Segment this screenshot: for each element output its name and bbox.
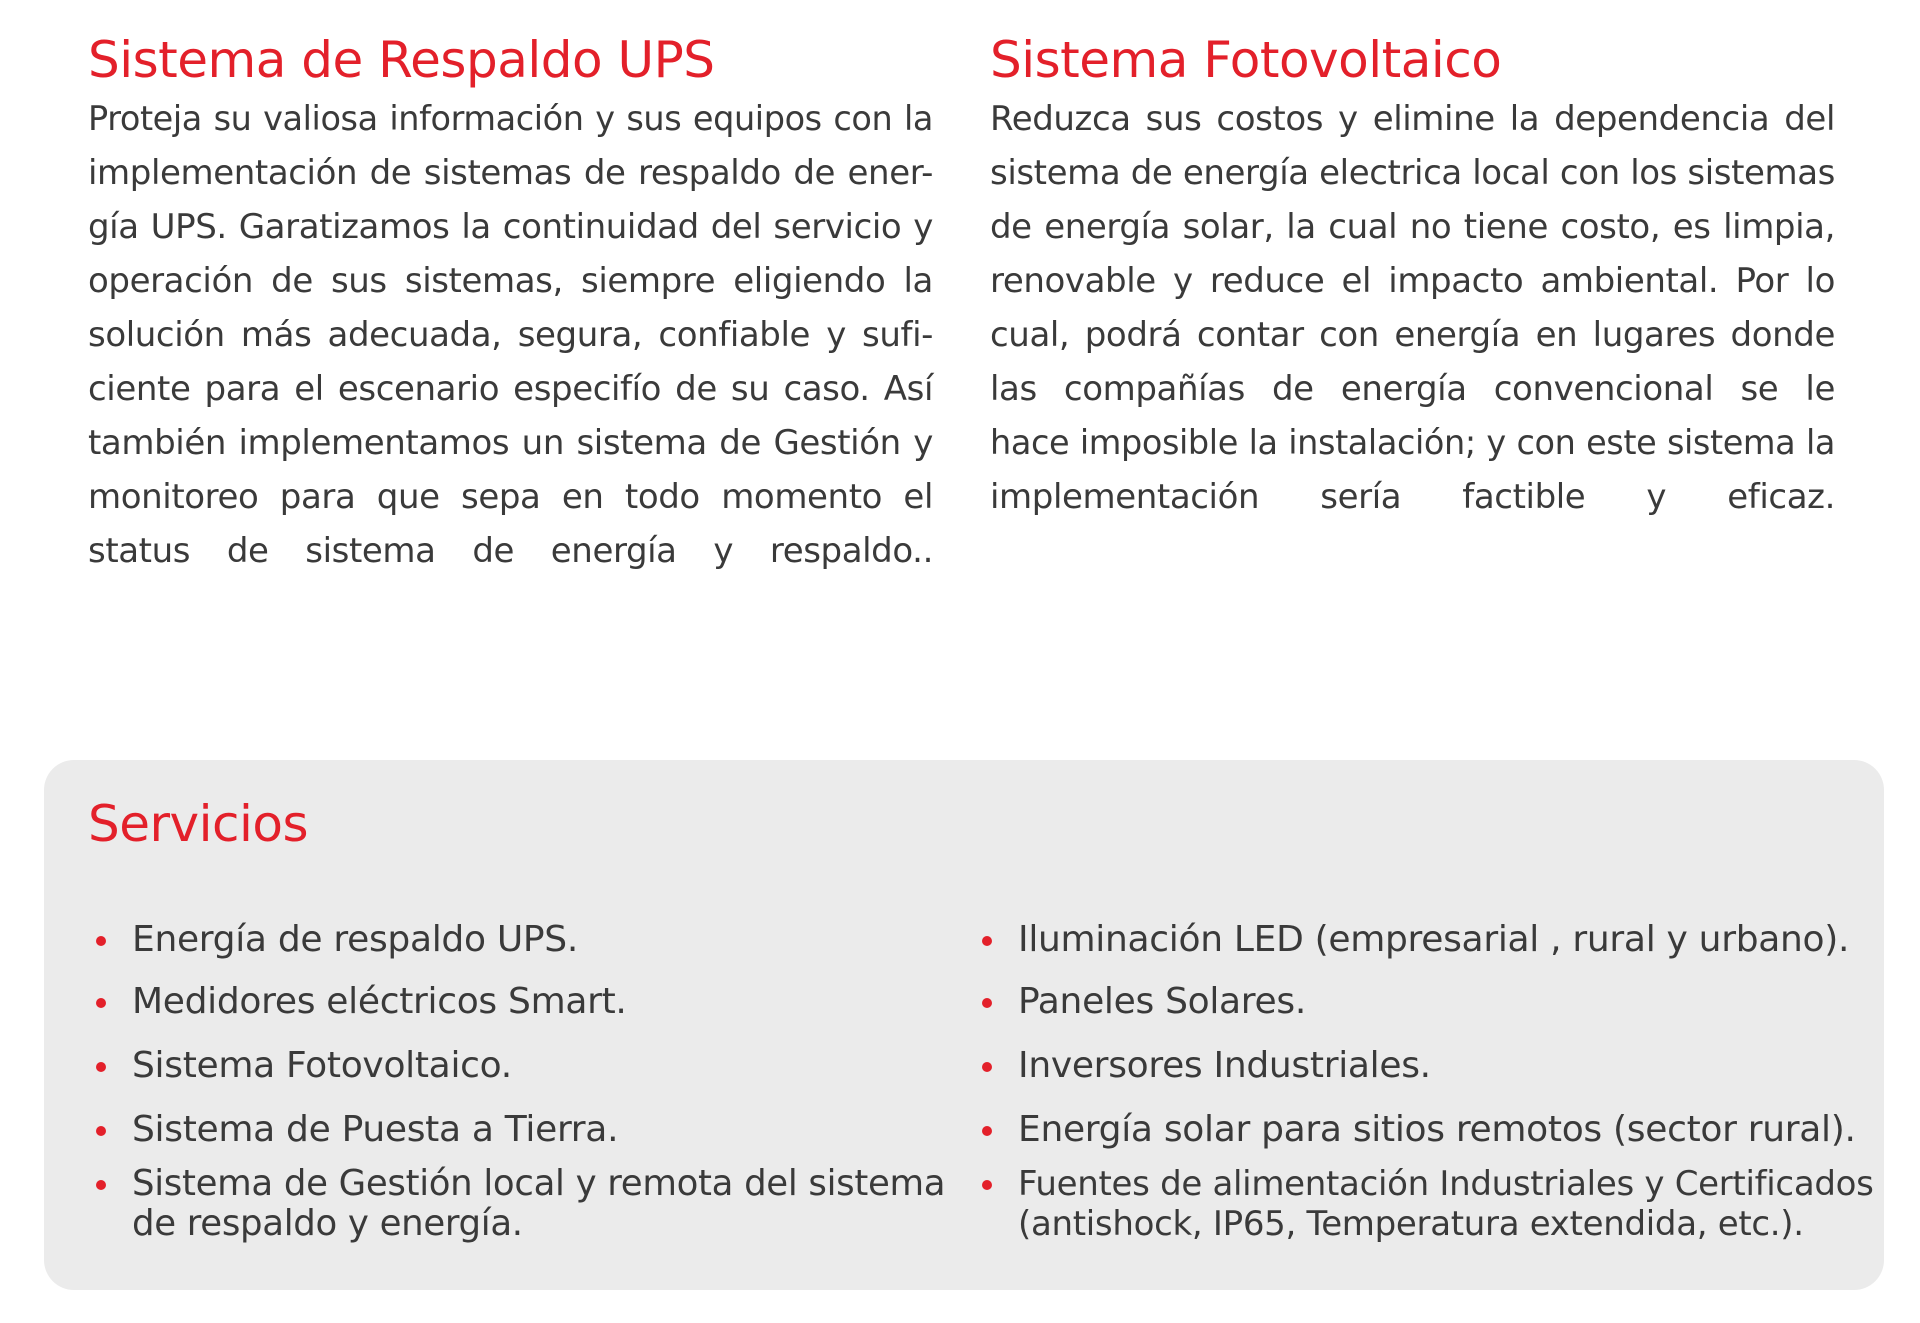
ups-line: implementación de sistemas de respaldo de ener-	[88, 153, 933, 193]
service-item-label: Iluminación LED (empresarial , rural y urbano).	[1018, 919, 1850, 960]
ups-line: solución más adecuada, segura, confiable y sufi-	[88, 315, 933, 355]
solar-line: las compañías de energía convencional se le	[990, 369, 1835, 409]
solar-line: sistema de energía electrica local con los sistemas	[990, 153, 1835, 193]
service-item	[96, 1164, 945, 1244]
solar-line: hace imposible la instalación; y con este sistema la	[990, 423, 1835, 462]
ups-line: Proteja su valiosa información y sus equipos con la	[88, 99, 933, 138]
solar-title: Sistema Fotovoltaico	[990, 31, 1502, 89]
service-item	[96, 1046, 512, 1086]
solar-line: de energía solar, la cual no tiene costo, es limpia,	[990, 207, 1835, 247]
service-item	[982, 1110, 1856, 1150]
solar-line: implementación sería factible y eficaz.	[990, 477, 1835, 517]
service-item	[96, 920, 578, 960]
service-item	[982, 920, 1849, 960]
bullet-dot-icon	[96, 1062, 106, 1072]
ups-line: gía UPS. Garatizamos la continuidad del servicio y	[88, 207, 933, 247]
service-item-label	[1018, 1164, 1874, 1244]
ups-line: ciente para el escenario especifío de su caso. Así	[88, 369, 933, 409]
bullet-dot-icon	[982, 1062, 992, 1072]
bullet-dot-icon	[96, 936, 106, 946]
ups-line: monitoreo para que sepa en todo momento el	[88, 477, 933, 517]
service-item	[96, 982, 627, 1022]
bullet-dot-icon	[982, 998, 992, 1008]
service-item-label: Medidores eléctricos Smart.	[132, 981, 627, 1022]
ups-section	[88, 28, 933, 578]
service-item-label: Energía de respaldo UPS.	[132, 919, 578, 960]
bullet-dot-icon	[96, 998, 106, 1008]
service-item	[982, 1164, 1874, 1244]
ups-line: status de sistema de energía y respaldo..	[88, 531, 933, 571]
service-item-label: Energía solar para sitios remotos (sector rural).	[1018, 1109, 1856, 1150]
solar-line: renovable y reduce el impacto ambiental. Por lo	[990, 261, 1835, 301]
service-item-label: Sistema Fotovoltaico.	[132, 1045, 512, 1086]
ups-line: también implementamos un sistema de Gestión y	[88, 423, 933, 463]
solar-line: cual, podrá contar con energía en lugares donde	[990, 315, 1835, 355]
service-item-line: de respaldo y energía.	[132, 1203, 523, 1244]
bullet-dot-icon	[96, 1126, 106, 1136]
bullet-dot-icon	[96, 1180, 106, 1190]
service-item	[982, 982, 1306, 1022]
service-item-label	[132, 1164, 945, 1244]
ups-line: operación de sus sistemas, siempre eligiendo la	[88, 261, 933, 301]
service-item-label: Paneles Solares.	[1018, 981, 1306, 1022]
services-panel	[44, 760, 1884, 1290]
solar-section	[990, 28, 1835, 524]
bullet-dot-icon	[982, 1126, 992, 1136]
services-title: Servicios	[88, 795, 309, 853]
bullet-dot-icon	[982, 936, 992, 946]
solar-paragraph	[990, 92, 1835, 524]
service-item-label: Inversores Industriales.	[1018, 1045, 1431, 1086]
service-item-line: Sistema de Gestión local y remota del sistema	[132, 1163, 946, 1204]
service-item-label: Sistema de Puesta a Tierra.	[132, 1109, 619, 1150]
service-item-line: Fuentes de alimentación Industriales y Certificados	[1018, 1164, 1874, 1204]
ups-title: Sistema de Respaldo UPS	[88, 31, 715, 89]
solar-line: Reduzca sus costos y elimine la dependencia del	[990, 99, 1835, 139]
service-item	[96, 1110, 618, 1150]
service-item	[982, 1046, 1431, 1086]
ups-paragraph	[88, 92, 933, 578]
service-item-line: (antishock, IP65, Temperatura extendida, etc.).	[1018, 1204, 1804, 1244]
bullet-dot-icon	[982, 1180, 992, 1190]
